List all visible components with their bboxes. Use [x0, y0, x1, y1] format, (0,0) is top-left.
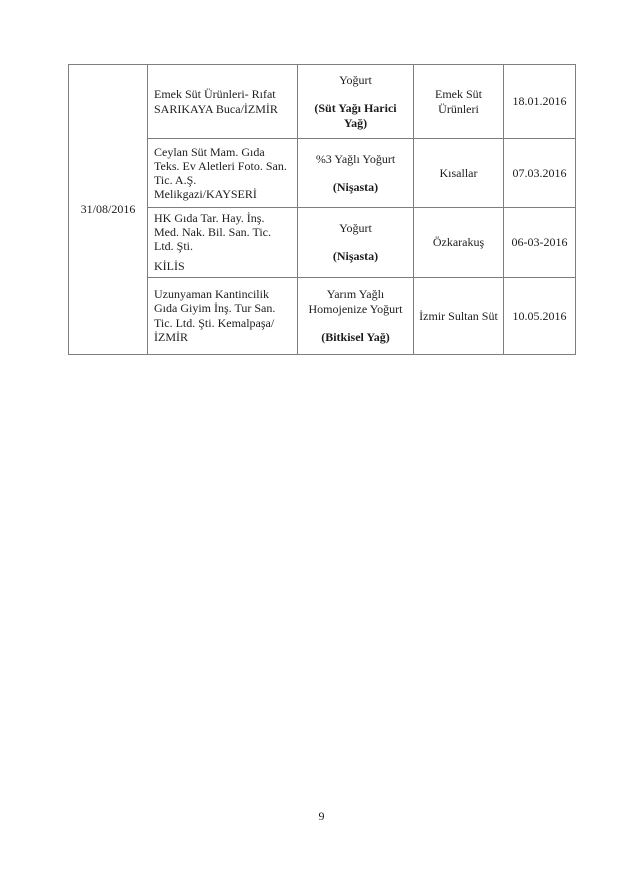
additive-name: (Bitkisel Yağ) [321, 329, 390, 344]
brand-name: Emek Süt Ürünleri [435, 87, 482, 116]
brand-name: Kısallar [439, 165, 478, 180]
record-date-cell [504, 65, 576, 139]
company-cell [148, 139, 298, 208]
brand-cell [414, 208, 504, 278]
inspection-results-table [68, 64, 576, 355]
product-name: Yarım Yağlı Homojenize Yoğurt [308, 287, 403, 316]
company-cell [148, 208, 298, 278]
brand-cell [414, 139, 504, 208]
record-date: 06-03-2016 [511, 235, 568, 250]
product-cell [298, 277, 414, 354]
company-name: Ceylan Süt Mam. Gıda Teks. Ev Aletleri Foto. San. Tic. A.Ş. Melikgazi/KAYSERİ [154, 144, 287, 202]
page-number: 9 [318, 809, 325, 823]
record-date: 10.05.2016 [512, 308, 567, 323]
record-date: 18.01.2016 [512, 94, 567, 109]
product-name: Yoğurt [339, 73, 372, 88]
company-cell [148, 65, 298, 139]
product-cell [298, 208, 414, 278]
table-row [69, 65, 576, 139]
record-date: 07.03.2016 [512, 165, 567, 180]
brand-name: İzmir Sultan Süt [419, 308, 498, 323]
product-name: %3 Yağlı Yoğurt [315, 151, 396, 166]
company-name: HK Gıda Tar. Hay. İnş. Med. Nak. Bil. San. Tic. Ltd. Şti. [154, 211, 272, 254]
brand-name: Özkarakuş [432, 235, 485, 250]
record-date-cell [504, 277, 576, 354]
record-date-cell [504, 139, 576, 208]
inspection-date: 31/08/2016 [80, 202, 136, 217]
company-cell [148, 277, 298, 354]
company-name: Emek Süt Ürünleri- Rıfat SARIKAYA Buca/İZMİR [154, 87, 278, 116]
product-name: Yoğurt [339, 221, 372, 236]
brand-cell [414, 277, 504, 354]
product-cell [298, 65, 414, 139]
additive-name: (Süt Yağı Harici Yağ) [314, 101, 397, 130]
inspection-date-cell [69, 65, 148, 355]
company-name: Uzunyaman Kantincilik Gıda Giyim İnş. Tur San. Tic. Ltd. Şti. Kemalpaşa/İZMİR [154, 287, 276, 344]
company-city: KİLİS [154, 259, 185, 274]
record-date-cell [504, 208, 576, 278]
additive-name: (Nişasta) [332, 180, 379, 194]
product-cell [298, 139, 414, 208]
brand-cell [414, 65, 504, 139]
additive-name: (Nişasta) [332, 249, 379, 264]
